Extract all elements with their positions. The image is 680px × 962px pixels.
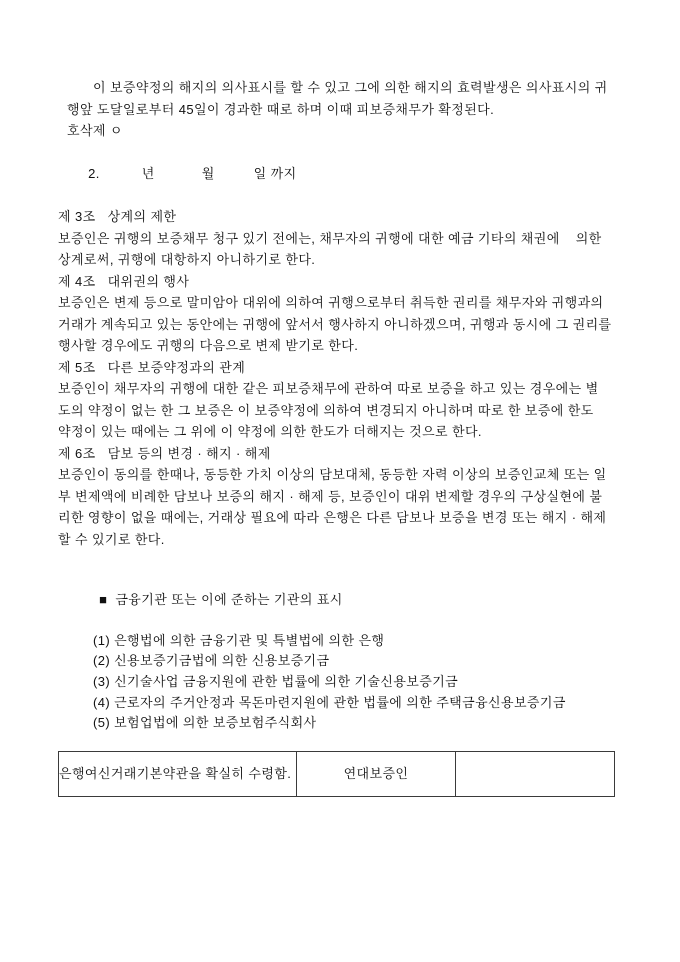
day-label: 일 까지 <box>253 166 297 181</box>
joint-surety-label-cell: 연대보증인 <box>297 751 456 796</box>
signature-area-cell <box>456 751 615 796</box>
intro-clause-line-3: 호삭제 ㅇ <box>67 123 123 138</box>
article-6-heading: 제 6조 담보 등의 변경 · 해지 · 해제 <box>58 445 271 461</box>
article-4-line-3: 행사할 경우에도 귀행의 다음으로 변제 받기로 한다. <box>58 338 359 353</box>
receipt-signature-table <box>58 751 615 797</box>
institution-item-2: (2) 신용보증기금법에 의한 신용보증기금 <box>93 653 330 669</box>
institutions-title-text: 금융기관 또는 이에 준하는 기관의 표시 <box>115 591 343 607</box>
table-row <box>59 751 615 796</box>
item-2-date-line <box>58 142 622 207</box>
institution-item-3: (3) 신기술사업 금융지원에 관한 법률에 의한 기술신용보증기금 <box>93 673 459 689</box>
item-2-number: 2. <box>88 166 100 181</box>
square-bullet-icon: ■ <box>99 591 108 607</box>
article-6-line-2: 부 변제액에 비례한 담보나 보증의 해지 · 해제 등, 보증인이 대위 변제할 경우의 구상실현에 불 <box>58 488 603 504</box>
intro-clause-line-1: 이 보증약정의 해지의 의사표시를 할 수 있고 그에 의한 해지의 효력발생은 의사표시의 귀 <box>93 80 608 95</box>
article-3-line-2: 상계로써, 귀행에 대항하지 아니하기로 한다. <box>58 252 316 267</box>
article-4-line-2: 거래가 계속되고 있는 동안에는 귀행에 앞서서 행사하지 아니하겠으며, 귀행과 동시에 그 권리를 <box>58 316 612 332</box>
article-6-line-3: 리한 영향이 없을 때에는, 거래상 필요에 따라 은행은 다른 담보나 보증을 변경 또는 해지 · 해제 <box>58 510 607 525</box>
receipt-confirmation-cell: 은행여신거래기본약관을 확실히 수령함. <box>59 751 297 796</box>
institutions-section <box>58 569 622 734</box>
article-4-heading: 제 4조 대위권의 행사 <box>58 273 190 289</box>
article-6-line-4: 할 수 있기로 한다. <box>58 531 165 547</box>
institutions-title <box>58 569 622 631</box>
article-5-line-1: 보증인이 채무자의 귀행에 대한 같은 피보증채무에 관하여 따로 보증을 하고 있는 경우에는 별 <box>58 381 599 396</box>
article-3-line-1: 보증인은 귀행의 보증채무 청구 있기 전에는, 채무자의 귀행에 대한 예금 기타의 채권에 의한 <box>58 230 602 246</box>
article-3-heading: 제 3조 상계의 제한 <box>58 209 177 224</box>
article-4-line-1: 보증인은 변제 등으로 말미암아 대위에 의하여 귀행으로부터 취득한 권리를 채무자와 귀행과의 <box>58 295 604 310</box>
article-6-line-1: 보증인이 동의를 한때나, 동등한 가치 이상의 담보대체, 동등한 자력 이상의 보증인교체 또는 일 <box>58 467 607 482</box>
intro-clause-line-2: 행앞 도달일로부터 45일이 경과한 때로 하며 이때 피보증채무가 확정된다. <box>67 101 495 117</box>
month-label: 월 <box>201 166 215 181</box>
article-5-heading: 제 5조 다른 보증약정과의 관계 <box>58 359 246 375</box>
article-5-line-3: 약정이 있는 때에는 그 위에 이 약정에 의한 한도가 더해지는 것으로 한다. <box>58 424 482 439</box>
institution-item-4: (4) 근로자의 주거안정과 목돈마련지원에 관한 법률에 의한 주택금융신용보증기금 <box>93 694 566 710</box>
year-label: 년 <box>141 166 155 181</box>
institution-item-1: (1) 은행법에 의한 금융기관 및 특별법에 의한 은행 <box>93 632 385 648</box>
article-5-line-2: 도의 약정이 없는 한 그 보증은 이 보증약정에 의하여 변경되지 아니하며 따로 한 보증에 한도 <box>58 402 594 418</box>
institution-item-5: (5) 보험업법에 의한 보증보험주식회사 <box>93 715 317 731</box>
